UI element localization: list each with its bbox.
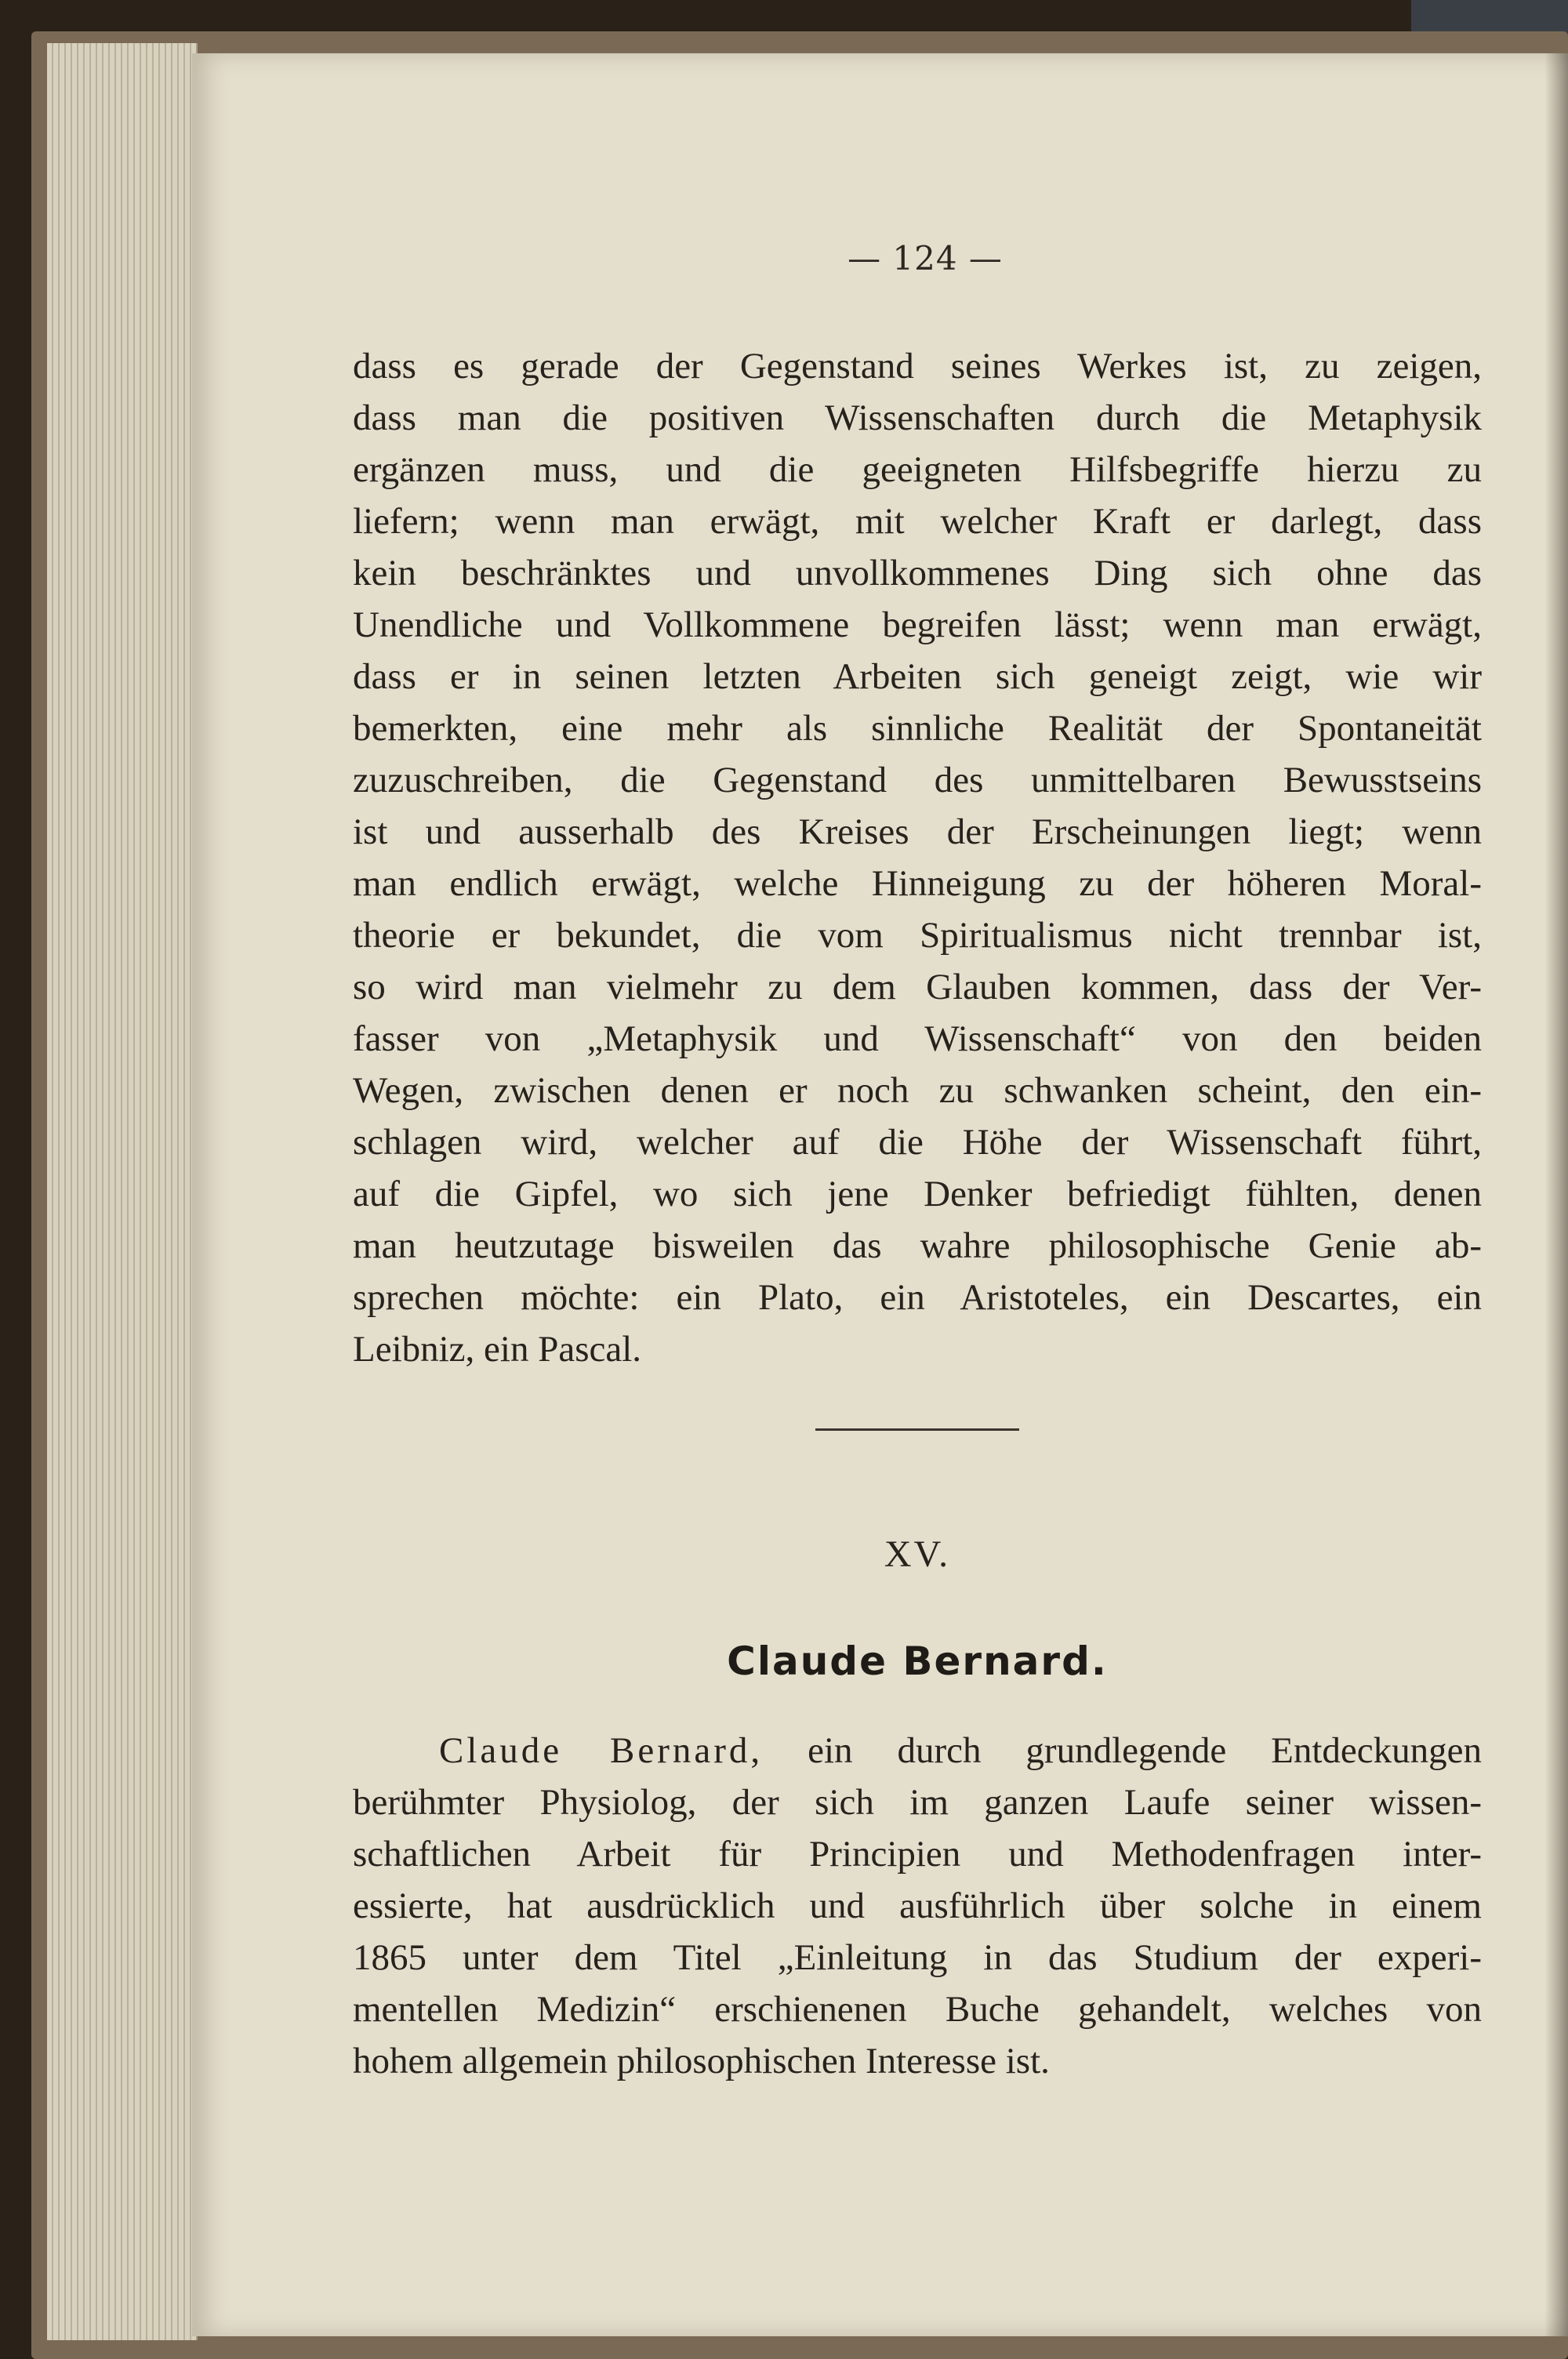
- chapter-title: Claude Bernard.: [727, 1639, 1108, 1684]
- text-line: theorie er bekundet, die vom Spiritualismus nicht trennbar ist,: [353, 915, 1482, 956]
- text-line: zuzuschreiben, die Gegenstand des unmittelbaren Bewusstseins: [353, 760, 1482, 800]
- text-line: kein beschränktes und unvollkommenes Ding sich ohne das: [353, 553, 1482, 593]
- text-line: Unendliche und Vollkommene begreifen lässt; wenn man erwägt,: [353, 604, 1482, 645]
- text-line: sprechen möchte: ein Plato, ein Aristoteles, ein Descartes, ein: [353, 1277, 1482, 1318]
- section-divider: [815, 1428, 1019, 1431]
- first-line-rest: ein durch grundlegende Entdeckungen: [808, 1730, 1482, 1771]
- text-line: bemerkten, eine mehr als sinnliche Realität der Spontaneität: [353, 708, 1482, 749]
- text-line: dass es gerade der Gegenstand seines Werkes ist, zu zeigen,: [353, 346, 1482, 387]
- lead-name: Claude Bernard,: [439, 1730, 764, 1771]
- text-line: liefern; wenn man erwägt, mit welcher Kraft er darlegt, dass: [353, 501, 1482, 542]
- text-line: mentellen Medizin“ erschienenen Buche gehandelt, welches von: [353, 1989, 1482, 2030]
- chapter-number: XV.: [884, 1533, 951, 1575]
- text-line: ist und ausserhalb des Kreises der Erscheinungen liegt; wenn: [353, 811, 1482, 852]
- paragraph-1: [353, 340, 1482, 1375]
- text-line: so wird man vielmehr zu dem Glauben kommen, dass der Ver-: [353, 967, 1482, 1007]
- text-line: hohem allgemein philosophischen Interesse ist.: [353, 2041, 1050, 2081]
- text-line-first: [353, 1725, 1482, 1777]
- paragraph-2: [353, 1725, 1482, 2087]
- text-line: auf die Gipfel, wo sich jene Denker befriedigt fühlten, denen: [353, 1174, 1482, 1214]
- text-line: dass er in seinen letzten Arbeiten sich geneigt zeigt, wie wir: [353, 656, 1482, 697]
- text-line: fasser von „Metaphysik und Wissenschaft“ von den beiden: [353, 1018, 1482, 1059]
- text-line: Leibniz, ein Pascal.: [353, 1329, 642, 1370]
- text-line: man endlich erwägt, welche Hinneigung zu der höheren Moral-: [353, 863, 1482, 904]
- page-number: — 124 —: [848, 239, 1003, 278]
- text-line: 1865 unter dem Titel „Einleitung in das Studium der experi-: [353, 1937, 1482, 1978]
- page-shadow: [1544, 53, 1568, 2336]
- text-line: dass man die positiven Wissenschaften durch die Metaphysik: [353, 397, 1482, 438]
- text-line: schlagen wird, welcher auf die Höhe der Wissenschaft führt,: [353, 1122, 1482, 1163]
- text-line: berühmter Physiolog, der sich im ganzen Laufe seiner wissen-: [353, 1782, 1482, 1823]
- text-line: Wegen, zwischen denen er noch zu schwanken scheint, den ein-: [353, 1070, 1482, 1111]
- page-edges: [47, 43, 198, 2340]
- text-line: man heutzutage bisweilen das wahre philosophische Genie ab-: [353, 1225, 1482, 1266]
- text-line: schaftlichen Arbeit für Principien und Methodenfragen inter-: [353, 1834, 1482, 1874]
- text-line: essierte, hat ausdrücklich und ausführlich über solche in einem: [353, 1885, 1482, 1926]
- text-line: ergänzen muss, und die geeigneten Hilfsbegriffe hierzu zu: [353, 449, 1482, 490]
